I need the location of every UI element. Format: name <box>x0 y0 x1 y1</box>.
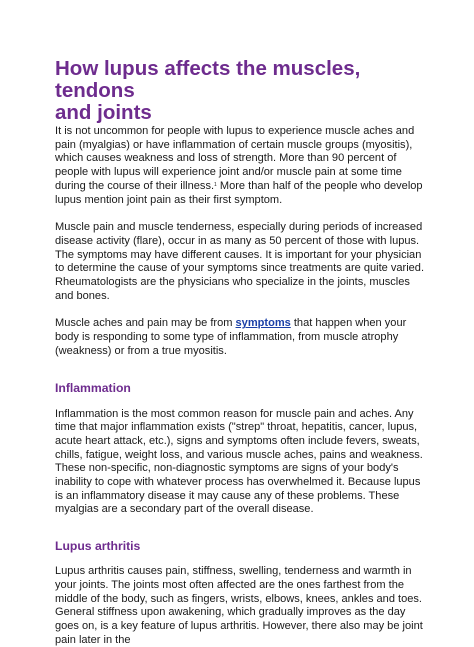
intro-text: It is not uncommon for people with lupus to experience muscle aches and pain (myalgias) or have inflammation of certain muscle groups (myositis), which causes weakness and loss of strength. More than 90 percent of people with lupus will experience joint and/or muscle pain at some time during the course of their illness. <box>55 125 415 192</box>
title-line-1: How lupus affects the muscles, tendons <box>55 57 361 102</box>
title-line-2: and joints <box>55 101 152 124</box>
symptoms-link[interactable]: symptoms <box>235 317 291 330</box>
footnote-ref[interactable]: 1 <box>214 181 217 188</box>
lupus-arthritis-paragraph: Lupus arthritis causes pain, stiffness, swelling, tenderness and warmth in your joints. The joints most often affected are the ones farthest from the middle of the body, such as fingers, wrists, elbows, knees, ankles and toes. General stiffness upon awakening, which gradually improves as the day goes on, is a key feature of lupus arthritis. However, there also may be joint pain later in the <box>55 565 423 646</box>
lupus-arthritis-heading: Lupus arthritis <box>55 539 141 554</box>
page-title <box>55 58 427 124</box>
intro-text-cont: More than half of the people who develop lupus mention joint pain as their first symptom. <box>55 179 423 206</box>
aches-text-cont: that happen when your body is responding to some type of inflammation, from muscle atrophy (weakness) or from a true myositis. <box>55 317 407 357</box>
inflammation-heading: Inflammation <box>55 380 131 395</box>
aches-paragraph <box>55 317 427 358</box>
tenderness-paragraph: Muscle pain and muscle tenderness, especially during periods of increased disease activity (flare), occur in as many as 50 percent of those with lupus. The symptoms may have different causes. It is important for your physician to determine the cause of your symptoms since treatments are quite varied. Rheumatologists are the physicians who specialize in the joints, muscles and bones. <box>55 221 425 302</box>
document-page <box>55 58 427 647</box>
inflammation-paragraph: Inflammation is the most common reason for muscle pain and aches. Any time that major inflammation exists ("strep" throat, hepatitis, cancer, lupus, acute heart attack, etc.), signs and symptoms often include fevers, sweats, chills, fatigue, weight loss, and various muscle aches, pains and weakness. These non-specific, non-diagnostic symptoms are signs of your body's inability to cope with whatever process has overwhelmed it. Because lupus is an inflammatory disease it may cause any of these problems. These myalgias are a secondary part of the overall disease. <box>55 407 423 516</box>
aches-text: Muscle aches and pain may be from <box>55 317 236 330</box>
intro-paragraph <box>55 125 427 207</box>
